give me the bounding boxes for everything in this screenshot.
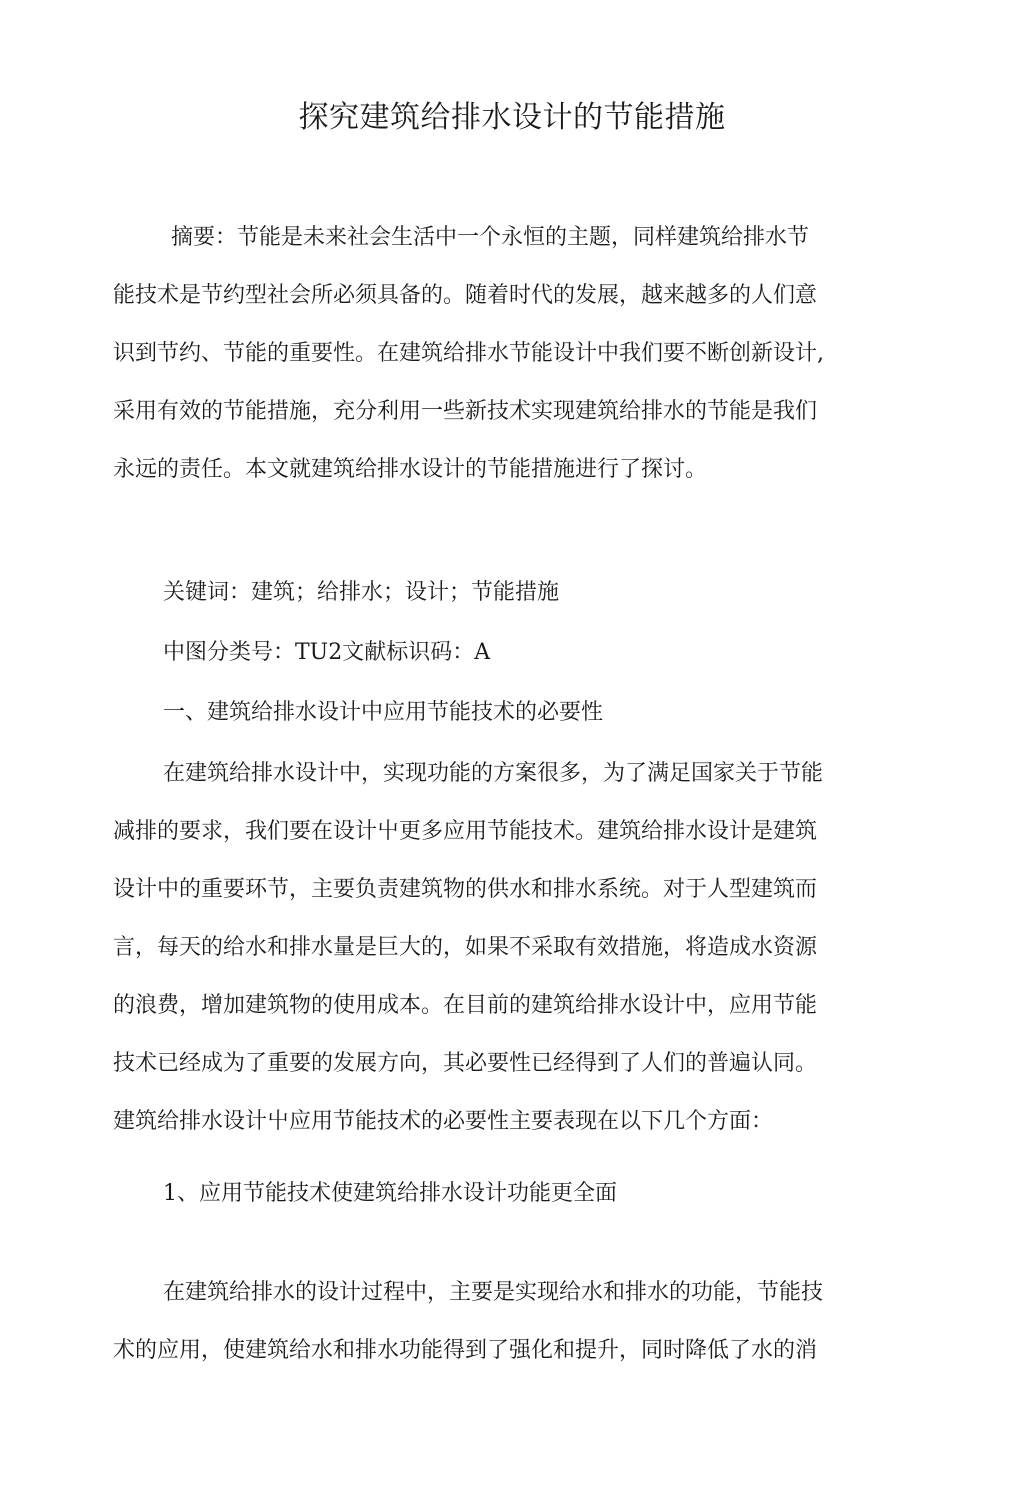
abstract-paragraph xyxy=(113,209,903,499)
document-title: 探究建筑给排水设计的节能措施 xyxy=(298,100,726,135)
paragraph-line: 设计中的重要环节，主要负责建筑物的供水和排水系统。对于人型建筑而 xyxy=(113,877,818,902)
paragraph-line: 在建筑给排水设计中，实现功能的方案很多，为了满足国家关于节能 xyxy=(163,761,824,786)
paragraph-line: 在建筑给排水的设计过程中，主要是实现给水和排水的功能，节能技 xyxy=(163,1280,824,1305)
section-paragraph xyxy=(113,745,903,1151)
section-heading: 一、建筑给排水设计中应用节能技术的必要性 xyxy=(163,700,604,725)
paragraph-line: 技术已经成为了重要的发展方向，其必要性已经得到了人们的普遍认同。 xyxy=(113,1051,818,1076)
abstract-line: 采用有效的节能措施，充分利用一些新技术实现建筑给排水的节能是我们 xyxy=(113,399,818,424)
subsection-paragraph xyxy=(113,1264,903,1380)
abstract-line: 摘要：节能是未来社会生活中一个永恒的主题，同样建筑给排水节 xyxy=(171,225,810,250)
subsection-heading: 1、应用节能技术使建筑给排水设计功能更全面 xyxy=(163,1181,617,1206)
paragraph-line: 的浪费，增加建筑物的使用成本。在目前的建筑给排水设计中，应用节能 xyxy=(113,993,818,1018)
paragraph-line: 言，每天的给水和排水量是巨大的，如果不采取有效措施，将造成水资源 xyxy=(113,935,818,960)
paragraph-line: 建筑给排水设计屮应用节能技术的必要性主要表现在以下几个方面： xyxy=(113,1109,774,1134)
abstract-line: 能技术是节约型社会所必须具备的。随着时代的发展，越来越多的人们意 xyxy=(113,283,818,308)
abstract-line: 永远的责任。本文就建筑给排水设计的节能措施进行了探讨。 xyxy=(113,457,708,482)
classification-line: 中图分类号：TU2文献标识码：A xyxy=(163,640,491,665)
paragraph-line: 减排的要求，我们要在设计屮更多应用节能技术。建筑给排水设计是建筑 xyxy=(113,819,818,844)
abstract-line: 识到节约、节能的重要性。在建筑给排水节能设计中我们要不断创新设计, xyxy=(113,341,824,366)
paragraph-line: 术的应用，使建筑给水和排水功能得到了强化和提升，同时降低了水的消 xyxy=(113,1338,818,1363)
keywords-line: 关键词：建筑；给排水；设计；节能措施 xyxy=(163,580,560,605)
